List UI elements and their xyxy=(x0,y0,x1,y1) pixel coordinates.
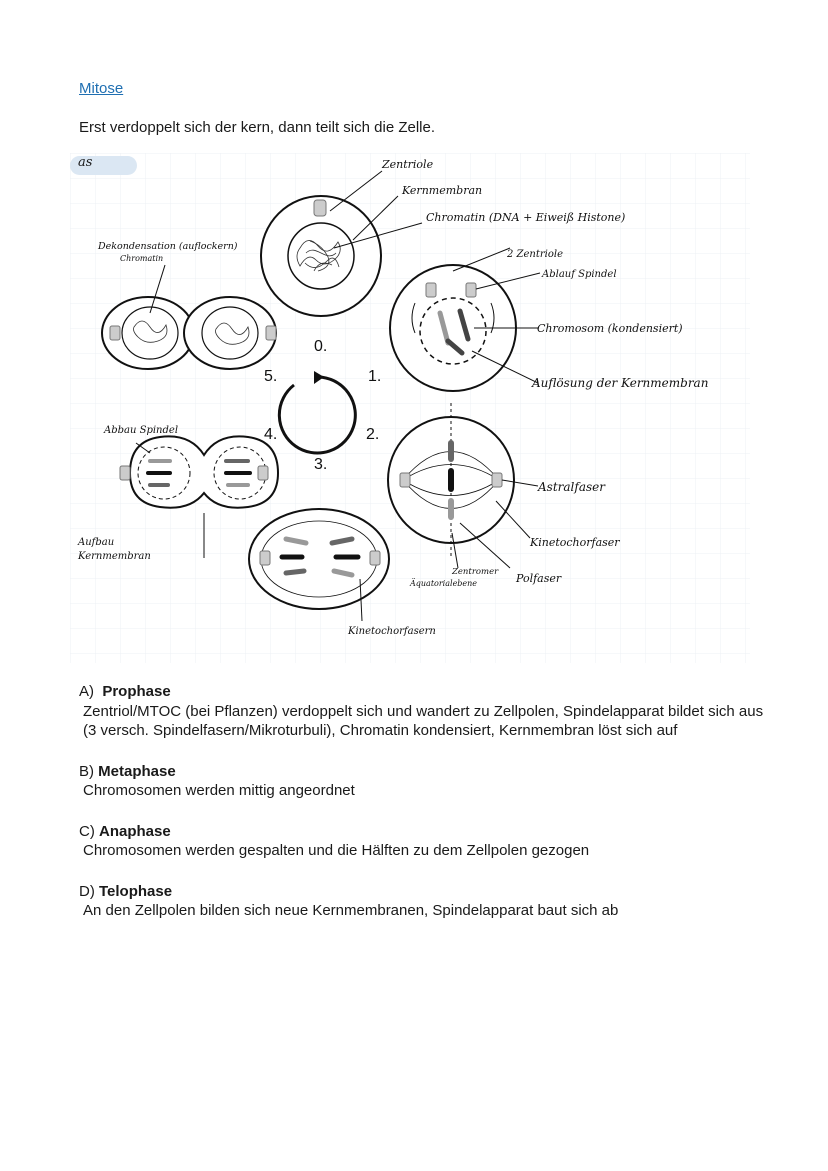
label-2-zentriole: 2 Zentriole xyxy=(507,249,563,260)
label-chromatin-small: Chromatin xyxy=(120,254,164,263)
label-chromatin: Chromatin (DNA + Eiweiß Histone) xyxy=(426,211,626,224)
text-anaphase: Chromosomen werden gespalten und die Hälften zu dem Zellpolen gezogen xyxy=(83,842,590,859)
text-metaphase: Chromosomen werden mittig angeordnet xyxy=(83,782,355,799)
intro-text: Erst verdoppelt sich der kern, dann teilt sich die Zelle. xyxy=(79,119,436,136)
section-prophase: A) Prophase Zentriol/MTOC (bei Pflanzen) verdoppelt sich und wandert zu Zellpolen, Spindelapparat bildet sich aus (3 versch. Spindelfasern/Mikroturbuli), Chromatin kondensiert, Kernmembran löst sich auf xyxy=(79,682,769,741)
section-metaphase: B) Metaphase Chromosomen werden mittig angeordnet xyxy=(79,762,769,801)
heading-telophase: Telophase xyxy=(99,882,173,900)
label-polfaser: Polfaser xyxy=(516,572,562,585)
label-aequatorialebene: Äquatorialebene xyxy=(410,579,478,588)
text-telophase: An den Zellpolen bilden sich neue Kernmembranen, Spindelapparat baut sich ab xyxy=(83,902,619,919)
label-kernmembran: Kernmembran xyxy=(402,184,483,197)
cycle-number-1: 1. xyxy=(368,368,382,385)
section-anaphase: C) Anaphase Chromosomen werden gespalten und die Hälften zu dem Zellpolen gezogen xyxy=(79,822,769,861)
cycle-number-3: 3. xyxy=(314,456,328,473)
label-abbau-spindel: Abbau Spindel xyxy=(104,425,179,436)
phase-sections xyxy=(79,682,769,942)
mitosis-diagram xyxy=(70,153,750,663)
label-zentromer: Zentromer xyxy=(452,567,499,577)
heading-metaphase: Metaphase xyxy=(98,762,176,780)
label-ablauf-spindel: Ablauf Spindel xyxy=(542,269,617,280)
cycle-number-5: 5. xyxy=(264,368,278,385)
label-dekondensation: Dekondensation (auflockern) xyxy=(98,241,238,252)
label-kinetochorfaser: Kinetochorfaser xyxy=(530,536,620,549)
heading-anaphase: Anaphase xyxy=(99,822,171,840)
cycle-number-4: 4. xyxy=(264,426,278,443)
label-astralfaser: Astralfaser xyxy=(538,480,605,494)
page-title-link[interactable]: Mitose xyxy=(79,80,124,97)
text-prophase: Zentriol/MTOC (bei Pflanzen) verdoppelt sich und wandert zu Zellpolen, Spindelapparat bildet sich aus (3 versch. Spindelfasern/Mikroturbuli), Chromatin kondensiert, Kernmembran löst sich auf xyxy=(83,702,764,739)
highlight-tag: as xyxy=(70,156,137,175)
label-chromosom: Chromosom (kondensiert) xyxy=(537,322,683,335)
cycle-number-0: 0. xyxy=(314,338,328,355)
label-zentriole: Zentriole xyxy=(382,158,434,171)
label-kernmembran-2: Kernmembran xyxy=(78,551,151,562)
label-aufbau: Aufbau xyxy=(78,537,115,548)
heading-prophase: Prophase xyxy=(102,683,171,700)
section-telophase: D) Telophase An den Zellpolen bilden sich neue Kernmembranen, Spindelapparat baut sich ab xyxy=(79,882,769,921)
label-kinetochorfasern: Kinetochorfasern xyxy=(348,626,436,637)
cycle-number-2: 2. xyxy=(366,426,380,443)
label-aufloesung: Auflösung der Kernmembran xyxy=(532,376,709,390)
